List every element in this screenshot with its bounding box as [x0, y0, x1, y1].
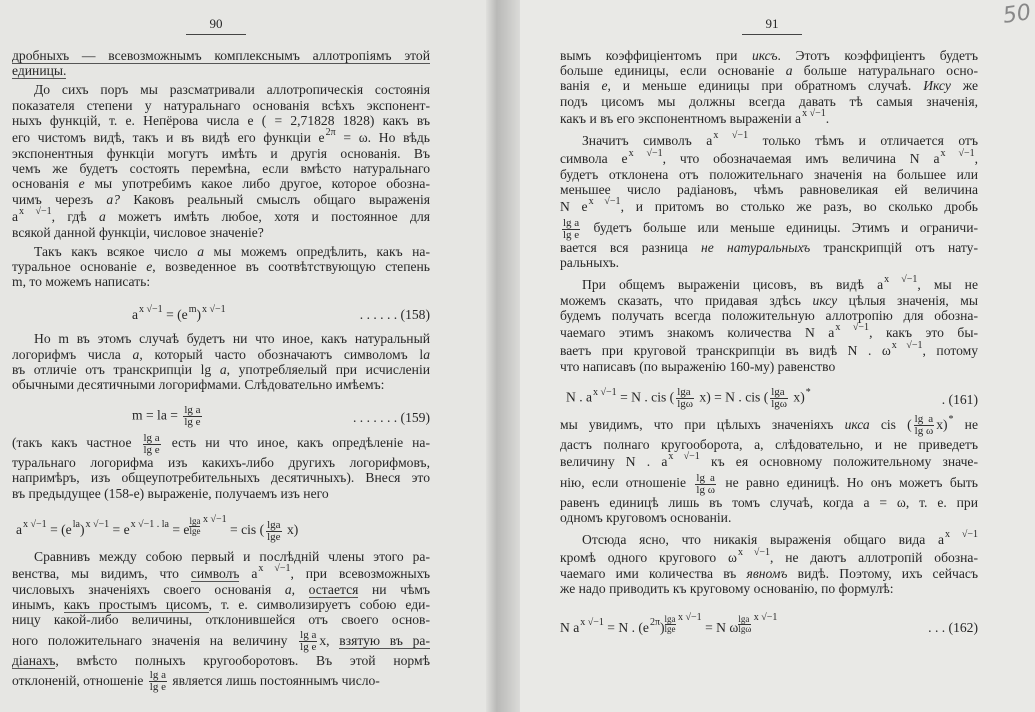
superscript: x √−1: [593, 386, 617, 398]
text-line: [560, 63, 978, 78]
text-line: [560, 510, 978, 525]
superscript: x √−1 . la: [130, 519, 169, 531]
underlined-text: остается: [308, 581, 359, 597]
text-line: [12, 192, 430, 207]
text-run: больше единицы, если основаніе: [560, 63, 786, 79]
numerator: lg a: [143, 431, 160, 444]
text-line: [12, 244, 430, 259]
text-run: = (e: [162, 307, 188, 323]
text-run: ): [196, 307, 202, 323]
text-run: , который часто обозначаютъ символомъ l: [139, 346, 424, 362]
text-run: ницу какой-либо величины, отклонившейся отъ своего основ-: [12, 612, 430, 628]
text-line: [560, 197, 978, 215]
italic-text: a: [785, 63, 793, 79]
text-line: [12, 628, 430, 653]
text-run: До сихъ поръ мы разсматривали аллотропическія состоянія: [34, 82, 430, 98]
text-line: [560, 341, 978, 359]
text-line: [560, 581, 978, 596]
italic-text: иксу: [812, 292, 838, 308]
text-line: [560, 275, 978, 293]
text-run: можетъ имѣть любое, хотя и постоянное для: [105, 208, 430, 224]
fraction: [914, 414, 935, 437]
text-line: [560, 530, 978, 548]
exponent-fraction: [665, 615, 676, 634]
denominator: lgω: [771, 398, 788, 411]
text-run: N a: [560, 620, 580, 635]
text-run: къ ея основному положительному значе-: [699, 454, 978, 470]
text-run: всякой данной функціи, числовое значеніе?: [12, 224, 264, 240]
page-number: 91: [742, 16, 802, 35]
italic-text: икса: [844, 417, 870, 433]
text-run: . Этотъ коэффиціентъ будетъ: [777, 48, 978, 63]
text-run: , при всевозможныхъ: [290, 565, 430, 581]
text-run: Значитъ символъ a: [582, 132, 713, 148]
text-run: N e: [560, 199, 588, 215]
fraction: [149, 670, 167, 693]
text-line: [12, 653, 430, 668]
exponent-fraction: [738, 615, 751, 634]
text-run: является лишь постояннымъ число-: [169, 672, 380, 688]
text-run: = (e: [46, 522, 72, 538]
numerator: lga: [738, 614, 750, 624]
italic-text: не натуральныхъ: [700, 240, 811, 256]
equation-line: [560, 596, 978, 640]
text-run: венства, мы видимъ, что: [12, 565, 191, 581]
text-line: [12, 668, 430, 693]
text-run: a: [12, 208, 19, 224]
text-run: a: [16, 522, 23, 538]
text-run: x) = N . cis (: [696, 389, 769, 405]
text-run: x): [936, 417, 948, 433]
text-run: показателя степени у натуральнаго основанія всѣхъ экспонент-: [12, 97, 430, 113]
text-line: [560, 566, 978, 581]
text-run: cis (: [869, 417, 912, 433]
text-run: туральнаго логорифма изъ какихъ-либо другихъ логорифмовъ,: [12, 455, 430, 471]
text-line: [12, 597, 430, 612]
text-run: Отсюда ясно, что никакія выраженія общаго вида a: [582, 531, 945, 547]
superscript: x √−1: [23, 519, 47, 531]
text-line: [560, 109, 978, 127]
text-run: ): [79, 522, 85, 538]
italic-text: a: [99, 208, 106, 224]
text-line: [560, 308, 978, 323]
denominator: lgω: [677, 398, 693, 411]
superscript: x √−1: [802, 107, 826, 119]
text-run: N . a: [566, 389, 593, 405]
equation: [566, 387, 811, 410]
numerator: lg a: [184, 404, 201, 417]
numerator: lga: [664, 614, 676, 624]
fraction: [299, 630, 317, 653]
text-run: m, то можемъ написать:: [12, 274, 151, 290]
text-run: , не даютъ аллотропій обозна-: [770, 549, 978, 565]
denominator: lg e: [143, 443, 160, 456]
text-run: видѣ. Поэтому, ихъ сейчасъ: [787, 565, 978, 581]
numerator: lg a: [563, 216, 580, 229]
text-line: [12, 564, 430, 582]
text-run: = cis (: [226, 522, 265, 538]
equation-number: . . . . . . (158): [359, 307, 430, 323]
equation: [560, 612, 778, 638]
text-run: x,: [319, 632, 340, 648]
text-line: [560, 167, 978, 182]
text-line: [12, 98, 430, 113]
text-run: логорифмъ числа: [12, 346, 133, 362]
text-line: [12, 347, 430, 362]
text-run: транскрипцій отъ нату-: [810, 240, 978, 256]
denominator: lg ω: [696, 483, 715, 496]
text-run: Каковъ реальный смыслъ общаго выраженія: [120, 191, 430, 207]
text-run: вымъ коэффиціентомъ при: [560, 48, 752, 63]
text-run: числовыхъ значеніяхъ своего основанія: [12, 581, 285, 597]
superscript: 2π: [649, 617, 660, 628]
text-run: кромѣ одного кругового ω: [560, 549, 737, 565]
text-run: , потому: [922, 342, 979, 358]
text-line: [560, 131, 978, 149]
denominator: lg e: [563, 228, 580, 241]
underlined-text: взятую въ ра-: [339, 632, 430, 648]
text-run: , т. е. символизируетъ собою еди-: [208, 597, 430, 613]
text-line: [560, 437, 978, 452]
text-run: не равно единицѣ. Но онъ можетъ быть: [717, 475, 979, 491]
text-line: [12, 549, 430, 564]
text-run: = e: [109, 522, 130, 538]
denominator: lg e: [184, 416, 201, 429]
text-run: одномъ круговомъ основаніи.: [560, 510, 732, 526]
text-line: [560, 470, 978, 495]
text-run: a: [239, 565, 258, 581]
superscript: x √−1: [19, 205, 52, 217]
text-run: величину N . a: [560, 454, 668, 470]
superscript: x √−1: [202, 304, 226, 316]
text-line: [12, 582, 430, 597]
text-run: цѣлыя значенія, мы: [837, 292, 978, 308]
superscript: x √−1: [85, 519, 110, 531]
text-run: , и притомъ во столько же разъ, во сколько дробь: [620, 199, 978, 215]
superscript: x √−1: [713, 129, 749, 141]
exponent-tail: x √−1: [751, 612, 778, 623]
superscript: x √−1: [945, 528, 978, 540]
text-run: равенъ единицѣ лишь въ томъ случаѣ, когда a = ω, т. е. при: [560, 495, 978, 511]
text-run: что написавъ (по выраженію 160-му) равенство: [560, 358, 836, 374]
text-line: [12, 146, 430, 161]
text-run: = ω. Но вѣдь: [335, 129, 430, 145]
text-line: [560, 412, 978, 437]
text-run: нію, если отношеніе: [560, 475, 694, 491]
superscript: x √−1: [588, 196, 621, 208]
text-run: ,: [291, 581, 309, 597]
text-run: , употребляелый при исчисленіи: [226, 361, 430, 377]
text-line: [12, 362, 430, 377]
text-run: отклоненій, отношеніе: [12, 672, 147, 688]
text-run: Такъ какъ всякое число: [34, 243, 198, 259]
superscript: x √−1: [884, 273, 918, 285]
fraction: [266, 520, 281, 543]
text-run: , гдѣ: [51, 208, 99, 224]
superscript: x √−1: [737, 546, 771, 558]
italic-text: явномъ: [746, 565, 788, 581]
italic-text: a: [197, 243, 204, 259]
exponent-tail: x √−1: [200, 514, 227, 526]
page-number: 90: [186, 16, 246, 35]
text-line: [12, 207, 430, 225]
text-run: подъ цисомъ мы должны всегда давать тѣ самыя значенія,: [560, 93, 978, 109]
text-line: [12, 176, 430, 191]
superscript: *: [805, 386, 811, 398]
text-line: [560, 359, 978, 374]
italic-text: a: [219, 361, 227, 377]
equation: [132, 405, 204, 428]
equation-line: [12, 289, 430, 327]
text-run: мы можемъ опредѣлить, какъ на-: [204, 243, 430, 259]
underlined-text: діанахъ: [12, 652, 56, 668]
text-run: ,: [974, 150, 978, 166]
text-run: меньшее число радіановъ, чѣмъ равновеликая ей величина: [560, 181, 978, 197]
text-run: же надо приводить къ круговому основанію, по формулѣ:: [560, 580, 894, 596]
left-page: [0, 0, 492, 712]
denominator: lgω: [738, 624, 752, 634]
text-line: [560, 323, 978, 341]
right-page: [520, 0, 1035, 712]
text-line: [12, 113, 430, 128]
text-run: чемъ же будетъ состоять перемѣна, если вмѣсто натуральнаго: [12, 161, 430, 177]
equation-number: . (161): [941, 392, 978, 408]
text-line: [560, 495, 978, 510]
text-run: ванія: [560, 78, 602, 94]
underlined-text: какъ простымъ цисомъ: [63, 597, 209, 613]
text-line: [12, 82, 430, 97]
text-line: [560, 94, 978, 109]
superscript: x √−1: [580, 617, 604, 628]
text-run: будетъ отклонена отъ положительнаго значенія на большее или: [560, 166, 978, 182]
text-line: [12, 225, 430, 240]
superscript: x √−1: [668, 451, 700, 463]
text-line: [12, 331, 430, 346]
text-run: больше натуральнаго осно-: [792, 63, 978, 79]
numerator: lga: [676, 387, 694, 399]
text-run: туральное основаніе: [12, 259, 147, 275]
text-line: [12, 486, 430, 501]
equation-number: . . . . . . . (159): [352, 410, 430, 426]
denominator: lge: [664, 624, 676, 634]
text-run: x): [283, 522, 299, 538]
exponent-tail: x √−1: [675, 612, 702, 623]
denominator: lge: [189, 526, 201, 537]
italic-text: Иксу: [923, 78, 951, 94]
numerator: lg a: [914, 413, 934, 426]
text-run: не: [953, 417, 978, 433]
superscript: x √−1: [258, 562, 291, 574]
text-run: ральныхъ.: [560, 255, 620, 271]
text-run: m = la =: [132, 407, 182, 423]
text-run: есть ни что иное, какъ опредѣленіе на-: [162, 435, 430, 451]
text-run: мы употребимъ какое либо другое, которое обозна-: [84, 176, 430, 192]
text-run: = N ω: [701, 620, 739, 635]
text-run: будемъ получать всегда положительную аллотропію для обозна-: [560, 307, 978, 323]
text-run: , какъ это бы-: [869, 324, 978, 340]
text-line: [12, 161, 430, 176]
text-line: [12, 274, 430, 289]
superscript: x √−1: [139, 304, 163, 316]
text-run: можемъ сказать, что придавая здѣсь: [560, 292, 813, 308]
fraction: [183, 405, 201, 428]
text-line: [560, 452, 978, 470]
text-run: (такъ какъ частное: [12, 435, 141, 451]
text-line: [560, 215, 978, 240]
fraction: [676, 387, 694, 410]
denominator: lg e: [300, 640, 317, 653]
numerator: lg a: [149, 669, 166, 682]
text-run: ваетъ при круговой транскрипціи въ видѣ N . ω: [560, 342, 891, 358]
underlined-text: символъ: [190, 565, 240, 581]
text-run: = N . (e: [603, 620, 649, 635]
text-line: [560, 240, 978, 255]
text-run: При общемъ выраженіи цисовъ, въ видѣ a: [582, 276, 884, 292]
text-run: въ отличіе отъ транскрипціи lg: [12, 361, 220, 377]
italic-text: a?: [106, 191, 121, 207]
text-run: какъ и въ его экспонентномъ выраженіи a: [560, 110, 802, 126]
italic-text: иксъ: [751, 48, 778, 63]
text-run: , возведенное въ соотвѣтствующую степень: [152, 259, 430, 275]
numerator: lga: [189, 516, 201, 527]
text-run: , и меньше единицы при обратномъ случаѣ.: [607, 78, 924, 94]
text-line: [12, 470, 430, 485]
text-run: напримѣръ, изъ общеупотребительныхъ десятичныхъ). Внеся это: [12, 470, 430, 486]
equation-line: [12, 392, 430, 430]
text-run: ныхъ функцій, т. е. Непёрова числа e ( = 2,71828 1828) какъ въ: [12, 112, 430, 128]
superscript: 2π: [325, 126, 336, 138]
text-run: инымъ,: [12, 597, 64, 613]
text-run: ): [660, 620, 665, 635]
text-line: [12, 259, 430, 274]
superscript: la: [72, 519, 80, 531]
text-run: дастъ полнаго кругооборота, а, слѣдовательно, и не приведетъ: [560, 437, 978, 453]
text-run: = N . cis (: [616, 389, 675, 405]
text-run: вается вся разница: [560, 240, 701, 256]
equation: [16, 514, 299, 543]
text-run: , мы не: [917, 276, 978, 292]
text-line: [560, 255, 978, 270]
denominator: lge: [267, 530, 281, 543]
text-run: только тѣмъ и отличается отъ: [748, 132, 978, 148]
text-run: , вмѣсто полныхъ кругооборотовъ. Въ этой нормѣ: [55, 652, 430, 668]
fraction: [770, 387, 788, 410]
text-run: символа e: [560, 150, 628, 166]
text-run: его чистомъ видѣ, такъ и въ видѣ его функціи e: [12, 129, 325, 145]
text-line: [12, 377, 430, 392]
book-gutter: [486, 0, 522, 712]
superscript: x √−1: [940, 147, 975, 159]
text-run: будетъ больше или меньше единицы. Этимъ и ограничи-: [582, 220, 978, 236]
text-line: [560, 182, 978, 197]
text-line: [560, 548, 978, 566]
text-run: чаемаго ими количества въ: [560, 565, 747, 581]
fraction: [695, 473, 716, 496]
superscript: x √−1: [891, 339, 923, 351]
text-run: мы увидимъ, что при цѣлыхъ значеніяхъ: [560, 417, 845, 433]
text-line: [560, 149, 978, 167]
numerator: lga: [770, 387, 788, 399]
text-run: обычными десятичными логорифмами. Слѣдовательно имѣемъ:: [12, 377, 385, 392]
text-run: , что обозначаемая имъ величина N a: [662, 150, 940, 166]
text-run: Но m въ этомъ случаѣ будетъ ни что иное, какъ натуральный: [34, 331, 430, 347]
text-run: = e: [168, 522, 190, 538]
text-run: .: [825, 110, 830, 126]
exponent-fraction: [189, 517, 200, 536]
equation-line: [560, 374, 978, 412]
text-run: Сравнивъ между собою первый и послѣдній члены этого ра-: [34, 548, 430, 564]
text-line: [12, 48, 430, 63]
numerator: lg a: [696, 471, 715, 484]
text-column: [12, 48, 430, 693]
numerator: lg a: [300, 628, 317, 641]
text-run: ни чѣмъ: [358, 581, 430, 597]
superscript: x √−1: [628, 147, 663, 159]
text-line: [560, 78, 978, 93]
italic-text: a: [423, 346, 430, 362]
equation-line: [12, 501, 430, 545]
text-run: въ предыдущее (158-е) выраженіе, получаемъ изъ него: [12, 485, 329, 501]
text-line: [12, 455, 430, 470]
italic-text: a: [132, 346, 140, 362]
text-run: же: [950, 78, 978, 94]
italic-text: e: [78, 176, 85, 192]
text-run: a: [132, 307, 139, 323]
text-line: [12, 63, 430, 78]
equation-number: . . . (162): [928, 620, 978, 635]
superscript: m: [188, 304, 197, 316]
handwritten-margin-note: 50: [1001, 0, 1033, 29]
superscript: x √−1: [835, 321, 870, 333]
superscript: *: [948, 414, 954, 426]
text-line: [560, 48, 978, 63]
text-line: [12, 612, 430, 627]
underlined-text: единицы.: [12, 63, 67, 79]
italic-text: a: [284, 581, 292, 597]
text-run: экспонентныя функціи могутъ имѣть и другія основанія. Въ: [12, 145, 430, 161]
text-column: [560, 48, 978, 640]
text-run: ного положительнаго значенія на величину: [12, 632, 298, 648]
fraction: [562, 218, 580, 241]
equation: [132, 305, 226, 325]
italic-text: e: [146, 259, 153, 275]
numerator: lga: [267, 518, 281, 531]
underlined-text: дробныхъ — всевозможнымъ комплекснымъ аллотропіямъ этой: [12, 48, 430, 63]
text-run: чаемаго этимъ знакомъ количества N a: [560, 324, 835, 340]
text-line: [12, 128, 430, 146]
denominator: lg ω: [914, 425, 934, 438]
text-line: [12, 430, 430, 455]
text-line: [560, 293, 978, 308]
italic-text: e: [601, 78, 608, 94]
text-run: x): [790, 389, 805, 405]
denominator: lg e: [149, 681, 166, 694]
fraction: [143, 433, 161, 456]
text-run: чимъ черезъ: [12, 191, 107, 207]
text-run: основанія: [12, 176, 79, 192]
